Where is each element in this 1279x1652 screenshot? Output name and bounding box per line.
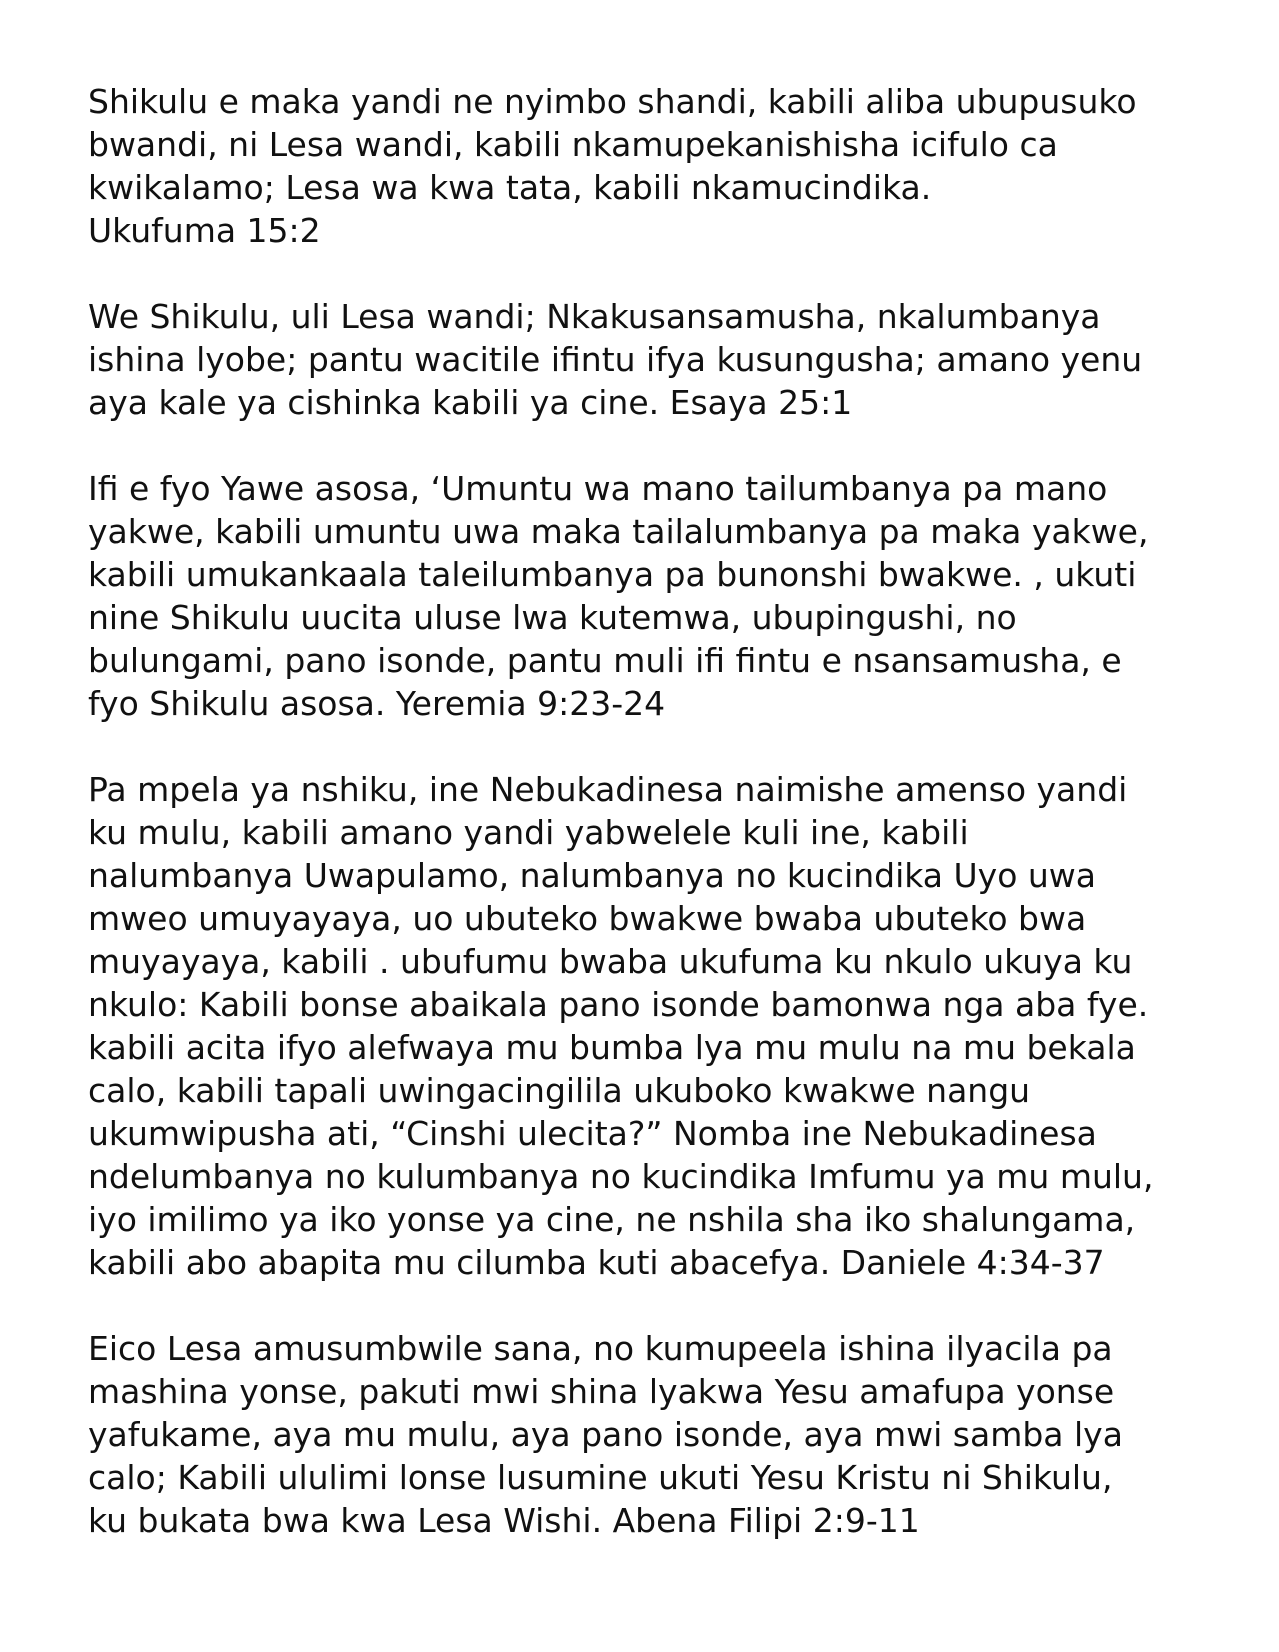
- scripture-passage-1: Shikulu e maka yandi ne nyimbo shandi, kabili aliba ubupusuko bwandi, ni Lesa wandi, kabili nkamupekanishisha icifulo ca kwikalamo; Lesa wa kwa tata, kabili nkamucindika. Ukufuma 15:2: [88, 82, 1137, 250]
- scripture-passage-4: Pa mpela ya nshiku, ine Nebukadinesa naimishe amenso yandi ku mulu, kabili amano yandi yabwelele kuli ine, kabili nalumbanya Uwapulamo, nalumbanya no kucindika Uyo uwa mweo umuyayaya, uo ubuteko bwakwe bwaba ubuteko bwa muyayaya, kabili . ubufumu bwaba ukufuma ku nkulo ukuya ku nkulo: Kabili bonse abaikala pano isonde bamonwa nga aba fye. kabili acita ifyo alefwaya mu bumba lya mu mulu na mu bekala calo, kabili tapali uwingacingilila ukuboko kwakwe nangu ukumwipusha ati, “Cinshi ulecita?” Nomba ine Nebukadinesa ndelumbanya no kulumbanya no kucindika Imfumu ya mu mulu, iyo imilimo ya iko yonse ya cine, ne nshila sha iko shalungama, kabili abo abapita mu cilumba kuti abacefya. Daniele 4:34-37: [88, 770, 1154, 1282]
- scripture-passage-5: Eico Lesa amusumbwile sana, no kumupeela ishina ilyacila pa mashina yonse, pakuti mwi shina lyakwa Yesu amafupa yonse yafukame, aya mu mulu, aya pano isonde, aya mwi samba lya calo; Kabili ululimi lonse lusumine ukuti Yesu Kristu ni Shikulu, ku bukata bwa kwa Lesa Wishi. Abena Filipi 2:9-11: [88, 1329, 1123, 1540]
- scripture-passage-2: We Shikulu, uli Lesa wandi; Nkakusansamusha, nkalumbanya ishina lyobe; pantu wacitile ifintu ifya kusungusha; amano yenu aya kale ya cishinka kabili ya cine. Esaya 25:1: [88, 297, 1143, 422]
- scripture-passage-3: Ifi e fyo Yawe asosa, ‘Umuntu wa mano tailumbanya pa mano yakwe, kabili umuntu uwa maka tailalumbanya pa maka yakwe, kabili umukankaala taleilumbanya pa bunonshi bwakwe. , ukuti nine Shikulu uucita uluse lwa kutemwa, ubupingushi, no bulungami, pano isonde, pantu muli ifi fintu e nsansamusha, e fyo Shikulu asosa. Yeremia 9:23-24: [88, 469, 1149, 723]
- document-page: [88, 80, 1208, 1585]
